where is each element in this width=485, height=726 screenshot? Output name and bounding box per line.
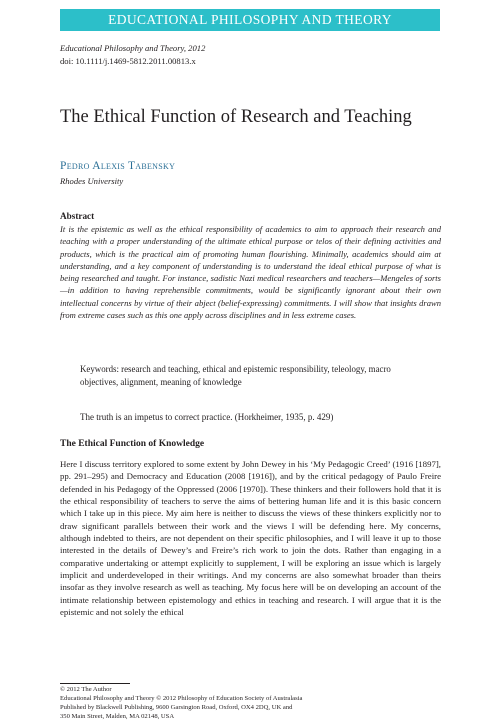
article-title: The Ethical Function of Research and Teaching [60, 107, 412, 127]
abstract-heading: Abstract [60, 211, 95, 221]
footer-divider [60, 683, 130, 684]
journal-citation: Educational Philosophy and Theory, 2012 [60, 43, 206, 53]
section-heading: The Ethical Function of Knowledge [60, 439, 205, 449]
epigraph: The truth is an impetus to correct practice. (Horkheimer, 1935, p. 429) [80, 412, 334, 422]
footer-line: 350 Main Street, Malden, MA 02148, USA [60, 713, 175, 720]
copyright-footer [60, 685, 441, 721]
footer-line: Educational Philosophy and Theory © 2012 Philosophy of Education Society of Australasia [60, 695, 303, 702]
doi[interactable]: doi: 10.1111/j.1469-5812.2011.00813.x [60, 55, 196, 66]
citation-block [60, 42, 440, 67]
abstract-text: It is the epistemic as well as the ethical responsibility of academics to aim to approach their research and teaching with a proper understanding of the ultimate ethical purpose or telos of their defining activities and products, which is the practical aim of promoting human flourishing. Minimally, academics should aim at understanding, and a key component of understanding is to understand the ideal ethical purpose of what is being researched and taught. For instance, sadistic Nazi medical researchers and teachers—Mengeles of sorts—in addition to having reprehensible commitments, would be significantly ignorant about their own intellectual concerns by virtue of their abject (belief-expressing) commitments. I will show that insights drawn from extreme cases such as this one apply across disciplines and in less extreme cases. [60, 224, 441, 321]
author-affiliation: Rhodes University [60, 176, 124, 186]
body-paragraph: Here I discuss territory explored to some extent by John Dewey in his ‘My Pedagogic Creed’ (1916 [1897], pp. 291–295) and Democracy and Education (2008 [1916]), and by the critical pedagogy of Paulo Freire defended in his Pedagogy of the Oppressed (2006 [1970]). These thinkers and their followers hold that it is the ethical responsibility of teachers to serve the aims of bettering human life and it is this basic concern which I take up in this piece. My aim here is neither to discuss the views of these thinkers explicitly nor to draw significant parallels between their work and the views I will be defending here. My concerns, although indebted to theirs, are not dependent on their specific philosophies, and I will leave it up to those interested in the details of Dewey’s and Freire’s rich work to join the dots. Rather than engaging in a comparative undertaking or attempt explicitly to supplement, I will be exploring an issue which is largely implicit and underdeveloped in their writings. And my concerns are also somewhat broader than theirs insofar as they involve research as well as teaching. My focus here will be on developing an account of the intimate relationship between epistemology and ethics in teaching and research. I will argue that it is the epistemic and not solely the ethical [60, 459, 441, 618]
footer-line: © 2012 The Author [60, 686, 112, 693]
journal-banner: EDUCATIONAL PHILOSOPHY AND THEORY [60, 9, 440, 31]
footer-line: Published by Blackwell Publishing, 9600 Garsington Road, Oxford, OX4 2DQ, UK and [60, 704, 293, 711]
author-name: Pedro Alexis Tabensky [60, 160, 176, 172]
keywords: Keywords: research and teaching, ethical and epistemic responsibility, teleology, macro objectives, alignment, meaning of knowledge [80, 364, 391, 387]
